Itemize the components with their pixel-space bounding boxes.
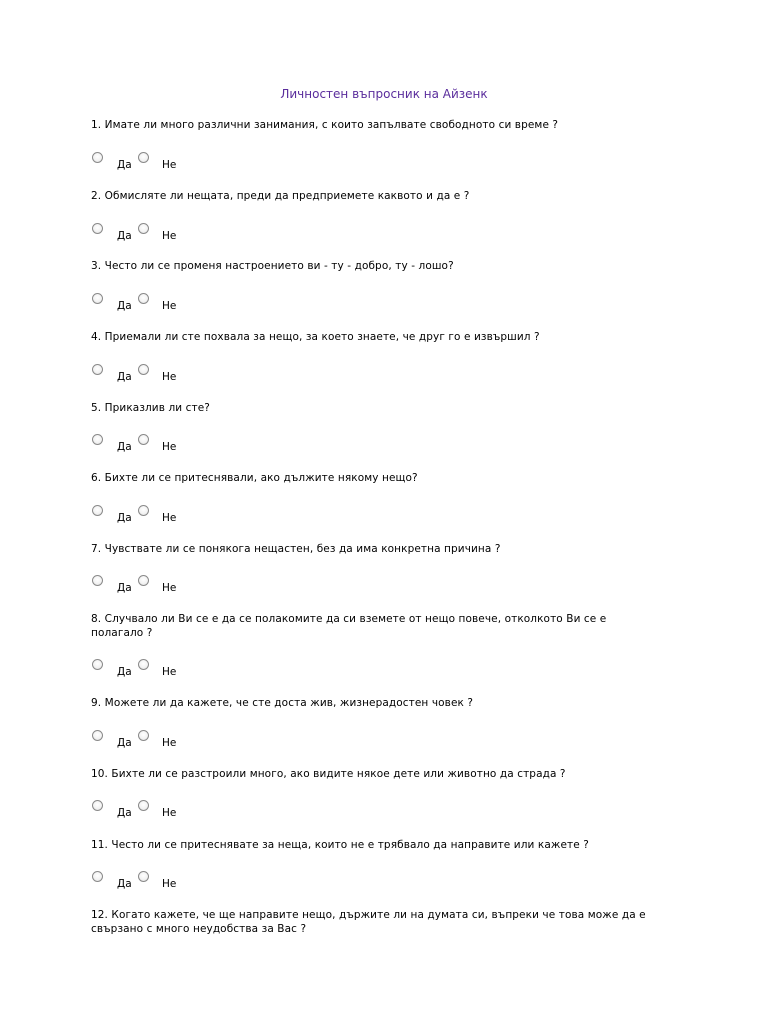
- page-title: Личностен въпросник на Айзенк: [280, 87, 488, 101]
- no-radio[interactable]: [138, 434, 149, 445]
- no-radio[interactable]: [138, 575, 149, 586]
- question-text: 9. Можете ли да кажете, че сте доста жив, жизнерадостен човек ?: [91, 697, 474, 709]
- yes-label[interactable]: Да: [117, 300, 132, 312]
- question-text: 3. Често ли се променя настроението ви - ту - добро, ту - лошо?: [91, 260, 454, 272]
- answer-group: [92, 505, 212, 525]
- no-radio[interactable]: [138, 730, 149, 741]
- yes-label[interactable]: Да: [117, 159, 132, 171]
- yes-radio[interactable]: [92, 434, 103, 445]
- question-text: 12. Когато кажете, че ще направите нещо, държите ли на думата си, въпреки че това може да е свързано с много неудобства за Вас ?: [91, 909, 646, 935]
- question-text: 7. Чувствате ли се понякога нещастен, без да има конкретна причина ?: [91, 543, 501, 555]
- yes-radio[interactable]: [92, 364, 103, 375]
- answer-group: [92, 659, 212, 679]
- no-radio[interactable]: [138, 293, 149, 304]
- yes-radio[interactable]: [92, 871, 103, 882]
- yes-label[interactable]: Да: [117, 371, 132, 383]
- question-text: 1. Имате ли много различни занимания, с които запълвате свободното си време ?: [91, 119, 559, 131]
- yes-radio[interactable]: [92, 223, 103, 234]
- no-label[interactable]: Не: [162, 230, 177, 242]
- yes-label[interactable]: Да: [117, 582, 132, 594]
- yes-radio[interactable]: [92, 730, 103, 741]
- yes-label[interactable]: Да: [117, 807, 132, 819]
- no-label[interactable]: Не: [162, 300, 177, 312]
- yes-radio[interactable]: [92, 800, 103, 811]
- no-label[interactable]: Не: [162, 512, 177, 524]
- answer-group: [92, 293, 212, 313]
- no-radio[interactable]: [138, 223, 149, 234]
- answer-group: [92, 364, 212, 384]
- answer-group: [92, 800, 212, 820]
- question-text: 5. Приказлив ли сте?: [91, 402, 210, 414]
- answer-group: [92, 730, 212, 750]
- question-text: 8. Случвало ли Ви се е да се полакомите да си вземете от нещо повече, отколкото Ви се е полагало ?: [91, 613, 607, 639]
- no-label[interactable]: Не: [162, 159, 177, 171]
- no-label[interactable]: Не: [162, 737, 177, 749]
- question-text: 4. Приемали ли сте похвала за нещо, за което знаете, че друг го е извършил ?: [91, 331, 540, 343]
- answer-group: [92, 575, 212, 595]
- no-label[interactable]: Не: [162, 371, 177, 383]
- yes-label[interactable]: Да: [117, 441, 132, 453]
- question-text: 11. Често ли се притеснявате за неща, които не е трябвало да направите или кажете ?: [91, 839, 589, 851]
- yes-label[interactable]: Да: [117, 737, 132, 749]
- question-text: 2. Обмисляте ли нещата, преди да предприемете каквото и да е ?: [91, 190, 470, 202]
- yes-label[interactable]: Да: [117, 230, 132, 242]
- yes-radio[interactable]: [92, 293, 103, 304]
- question-text: 6. Бихте ли се притеснявали, ако дължите някому нещо?: [91, 472, 418, 484]
- yes-radio[interactable]: [92, 575, 103, 586]
- yes-radio[interactable]: [92, 659, 103, 670]
- answer-group: [92, 871, 212, 891]
- no-radio[interactable]: [138, 505, 149, 516]
- yes-radio[interactable]: [92, 505, 103, 516]
- no-label[interactable]: Не: [162, 878, 177, 890]
- no-radio[interactable]: [138, 871, 149, 882]
- no-label[interactable]: Не: [162, 441, 177, 453]
- answer-group: [92, 223, 212, 243]
- no-radio[interactable]: [138, 800, 149, 811]
- question-text: 10. Бихте ли се разстроили много, ако видите някое дете или животно да страда ?: [91, 768, 566, 780]
- no-radio[interactable]: [138, 659, 149, 670]
- no-label[interactable]: Не: [162, 807, 177, 819]
- no-radio[interactable]: [138, 152, 149, 163]
- no-label[interactable]: Не: [162, 582, 177, 594]
- no-label[interactable]: Не: [162, 666, 177, 678]
- yes-label[interactable]: Да: [117, 666, 132, 678]
- yes-label[interactable]: Да: [117, 512, 132, 524]
- yes-radio[interactable]: [92, 152, 103, 163]
- no-radio[interactable]: [138, 364, 149, 375]
- answer-group: [92, 152, 212, 172]
- answer-group: [92, 434, 212, 454]
- yes-label[interactable]: Да: [117, 878, 132, 890]
